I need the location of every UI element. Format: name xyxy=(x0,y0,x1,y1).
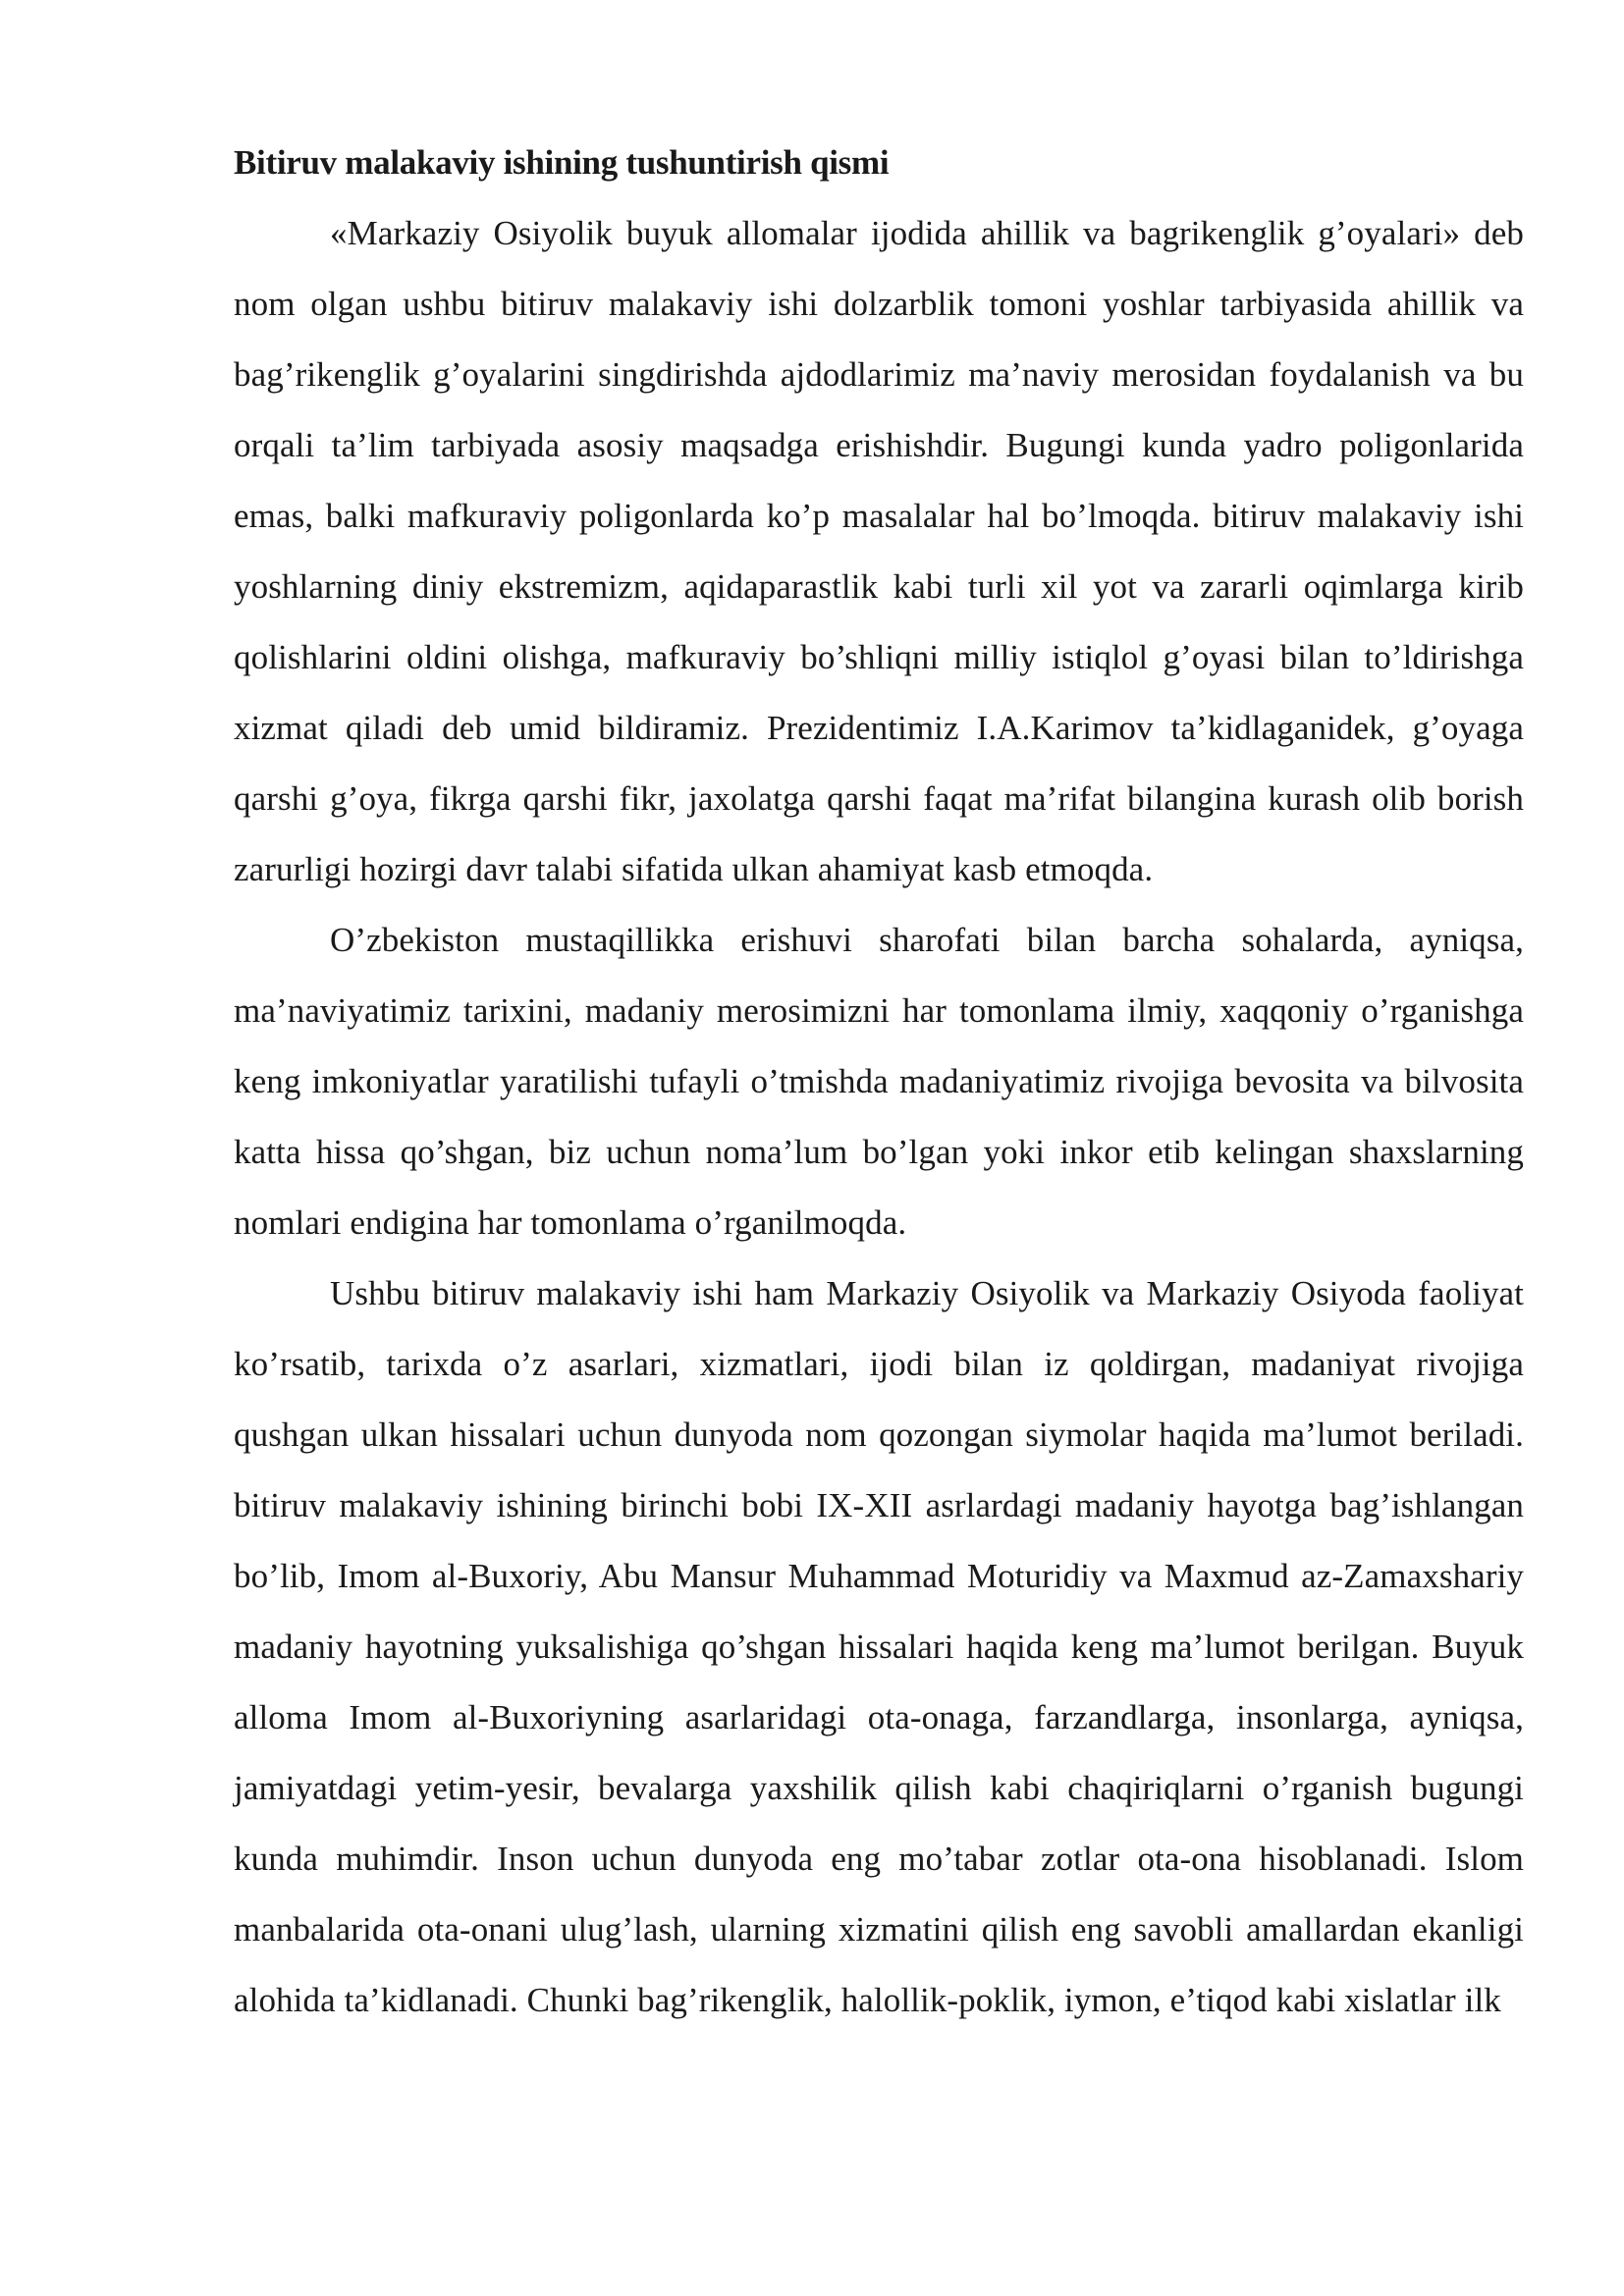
paragraph-thesis-overview: Ushbu bitiruv malakaviy ishi ham Markaziy Osiyolik va Markaziy Osiyoda faoliyat ko’rsatib, tarixda o’z asarlari, xizmatlari, ijodi bilan iz qoldirgan, madaniyat rivojiga qushgan ulkan hissalari uchun dunyoda nom qozongan siymolar haqida ma’lumot beriladi. bitiruv malakaviy ishining birinchi bobi IX-XII asrlardagi madaniy hayotga bag’ishlangan bo’lib, Imom al-Buxoriy, Abu Mansur Muhammad Moturidiy va Maxmud az-Zamaxshariy madaniy hayotning yuksalishiga qo’shgan hissalari haqida keng ma’lumot berilgan. Buyuk alloma Imom al-Buxoriyning asarlaridagi ota-onaga, farzandlarga, insonlarga, ayniqsa, jamiyatdagi yetim-yesir, bevalarga yaxshilik qilish kabi chaqiriqlarni o’rganish bugungi kunda muhimdir. Inson uchun dunyoda eng mo’tabar zotlar ota-ona hisoblanadi. Islom manbalarida ota-onani ulug’lash, ularning xizmatini qilish eng savobli amallardan ekanligi alohida ta’kidlanadi. Chunki bag’rikenglik, halollik-poklik, iymon, e’tiqod kabi xislatlar ilk xyxy=(234,1274,1524,2019)
paragraph-independence: O’zbekiston mustaqillikka erishuvi sharofati bilan barcha sohalarda, ayniqsa, ma’naviyatimiz tarixini, madaniy merosimizni har tomonlama ilmiy, xaqqoniy o’rganishga keng imkoniyatlar yaratilishi tufayli o’tmishda madaniyatimiz rivojiga bevosita va bilvosita katta hissa qo’shgan, biz uchun noma’lum bo’lgan yoki inkor etib kelingan shaxslarning nomlari endigina har tomonlama o’rganilmoqda. xyxy=(234,921,1524,1242)
document-page xyxy=(234,128,1524,2036)
paragraph-intro: «Markaziy Osiyolik buyuk allomalar ijodida ahillik va bagrikenglik g’oyalari» deb nom olgan ushbu bitiruv malakaviy ishi dolzarblik tomoni yoshlar tarbiyasida ahillik va bag’rikenglik g’oyalarini singdirishda ajdodlarimiz ma’naviy merosidan foydalanish va bu orqali ta’lim tarbiyada asosiy maqsadga erishishdir. Bugungi kunda yadro poligonlarida emas, balki mafkuraviy poligonlarda ko’p masalalar hal bo’lmoqda. bitiruv malakaviy ishi yoshlarning diniy ekstremizm, aqidaparastlik kabi turli xil yot va zararli oqimlarga kirib qolishlarini oldini olishga, mafkuraviy bo’shliqni milliy istiqlol g’oyasi bilan to’ldirishga xizmat qiladi deb umid bildiramiz. Prezidentimiz I.A.Karimov ta’kidlaganidek, g’oyaga qarshi g’oya, fikrga qarshi fikr, jaxolatga qarshi faqat ma’rifat bilangina kurash olib borish zarurligi hozirgi davr talabi sifatida ulkan ahamiyat kasb etmoqda. xyxy=(234,214,1524,888)
section-heading: Bitiruv malakaviy ishining tushuntirish qismi xyxy=(234,143,890,182)
